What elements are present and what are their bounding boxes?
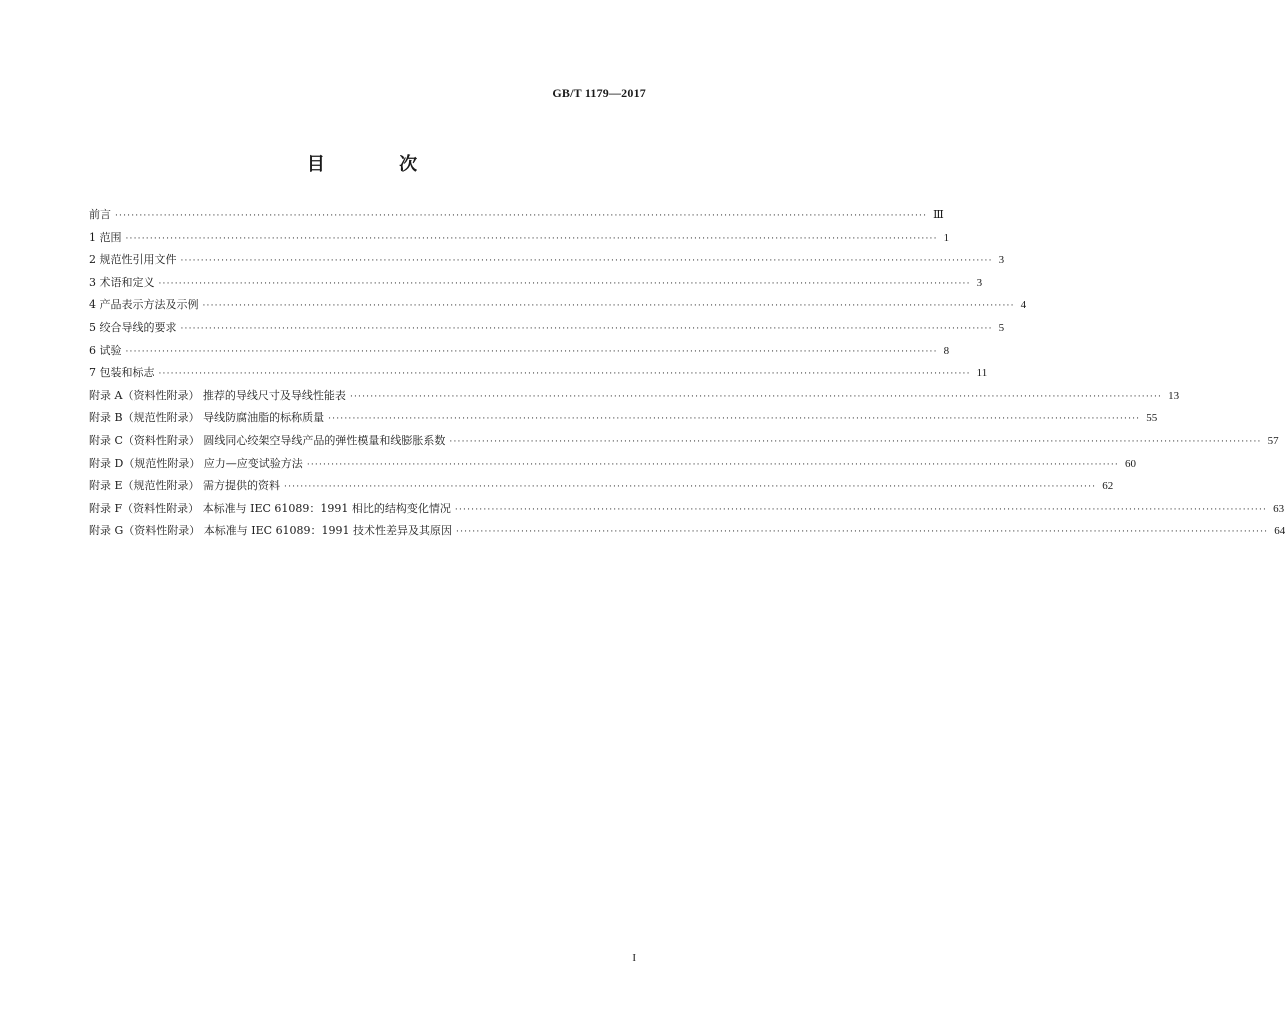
toc-entry[interactable] bbox=[89, 522, 1285, 545]
toc-entry-page: 64 bbox=[1274, 525, 1285, 538]
toc-entry[interactable] bbox=[89, 251, 1005, 274]
toc-entry[interactable] bbox=[89, 274, 983, 297]
toc-leader-dots: ········································································································································································································ bbox=[125, 233, 938, 244]
toc-leader-dots: ········································································································································································································ bbox=[284, 482, 1097, 493]
toc-entry-label: 附录 C（资料性附录） 圆线同心绞架空导线产品的弹性模量和线膨胀系数 bbox=[89, 433, 446, 447]
page-number: I bbox=[632, 952, 636, 964]
toc-entry[interactable] bbox=[89, 409, 1158, 432]
toc-entry-label: 附录 D（规范性附录） 应力—应变试验方法 bbox=[89, 456, 303, 470]
toc-leader-dots: ········································································································································································································ bbox=[328, 414, 1141, 425]
toc-entry-label: 1 范围 bbox=[89, 230, 122, 244]
toc-entry[interactable] bbox=[89, 387, 1180, 410]
toc-leader-dots: ········································································································································································································ bbox=[115, 211, 928, 221]
toc-entry-page: 63 bbox=[1273, 502, 1285, 515]
standard-number: GB/T 1179—2017 bbox=[552, 86, 646, 100]
toc-leader-dots: ········································································································································································································ bbox=[158, 369, 971, 380]
toc-leader-dots: ········································································································································································································ bbox=[180, 256, 993, 267]
toc-entry-label: 附录 G（资料性附录） 本标准与 IEC 61089：1991 技术性差异及其原因 bbox=[89, 524, 453, 538]
toc-leader-dots: ········································································································································································································ bbox=[306, 459, 1119, 470]
toc-leader-dots: ········································································································································································································ bbox=[202, 301, 1015, 312]
toc-entry[interactable] bbox=[89, 477, 1114, 500]
toc-entry-page: 60 bbox=[1124, 457, 1136, 470]
toc-leader-dots: ········································································································································································································ bbox=[449, 436, 1262, 447]
toc-entry-page: 8 bbox=[943, 344, 950, 357]
toc-entry-label: 4 产品表示方法及示例 bbox=[89, 298, 199, 312]
toc-entry-page: 57 bbox=[1267, 434, 1279, 447]
toc-entry-page: 5 bbox=[998, 321, 1005, 334]
toc-entry[interactable] bbox=[89, 229, 950, 252]
toc-entry-page: 13 bbox=[1168, 389, 1180, 402]
toc-entry-label: 附录 F（资料性附录） 本标准与 IEC 61089：1991 相比的结构变化情况 bbox=[89, 501, 451, 515]
toc-leader-dots: ········································································································································································································ bbox=[456, 527, 1269, 538]
toc-leader-dots: ········································································································································································································ bbox=[349, 391, 1163, 402]
toc-leader-dots: ········································································································································································································ bbox=[125, 346, 938, 357]
table-of-contents bbox=[89, 206, 1285, 545]
toc-entry[interactable] bbox=[89, 455, 1136, 478]
toc-entry-label: 附录 B（规范性附录） 导线防腐油脂的标称质量 bbox=[89, 411, 325, 425]
toc-entry-label: 前言 bbox=[89, 208, 111, 221]
toc-entry[interactable] bbox=[89, 342, 950, 365]
toc-entry-label: 3 术语和定义 bbox=[89, 275, 155, 289]
toc-entry-label: 附录 E（规范性附录） 需方提供的资料 bbox=[89, 479, 281, 493]
toc-leader-dots: ········································································································································································································ bbox=[454, 504, 1268, 515]
toc-entry[interactable] bbox=[89, 432, 1279, 455]
toc-entry-page: 62 bbox=[1102, 480, 1114, 493]
toc-entry-label: 7 包装和标志 bbox=[89, 366, 155, 380]
toc-entry-page: 1 bbox=[943, 231, 950, 244]
toc-entry[interactable] bbox=[89, 319, 1005, 342]
toc-entry-page: 55 bbox=[1146, 412, 1158, 425]
toc-entry-page: 4 bbox=[1020, 299, 1027, 312]
toc-entry[interactable] bbox=[89, 206, 944, 229]
toc-leader-dots: ········································································································································································································ bbox=[180, 323, 993, 334]
toc-entry[interactable] bbox=[89, 500, 1285, 523]
toc-entry-label: 附录 A（资料性附录） 推荐的导线尺寸及导线性能表 bbox=[89, 388, 346, 402]
toc-entry-label: 2 规范性引用文件 bbox=[89, 253, 177, 267]
toc-entry-page: 3 bbox=[976, 276, 983, 289]
toc-entry-label: 5 绞合导线的要求 bbox=[89, 320, 177, 334]
toc-entry-page: Ⅲ bbox=[933, 209, 944, 221]
page-title: 目 次 bbox=[306, 154, 452, 175]
toc-entry-label: 6 试验 bbox=[89, 343, 122, 357]
toc-entry[interactable] bbox=[89, 296, 1027, 319]
toc-entry-page: 11 bbox=[976, 367, 988, 380]
toc-entry[interactable] bbox=[89, 364, 988, 387]
toc-leader-dots: ········································································································································································································ bbox=[158, 278, 971, 289]
toc-entry-page: 3 bbox=[998, 254, 1005, 267]
